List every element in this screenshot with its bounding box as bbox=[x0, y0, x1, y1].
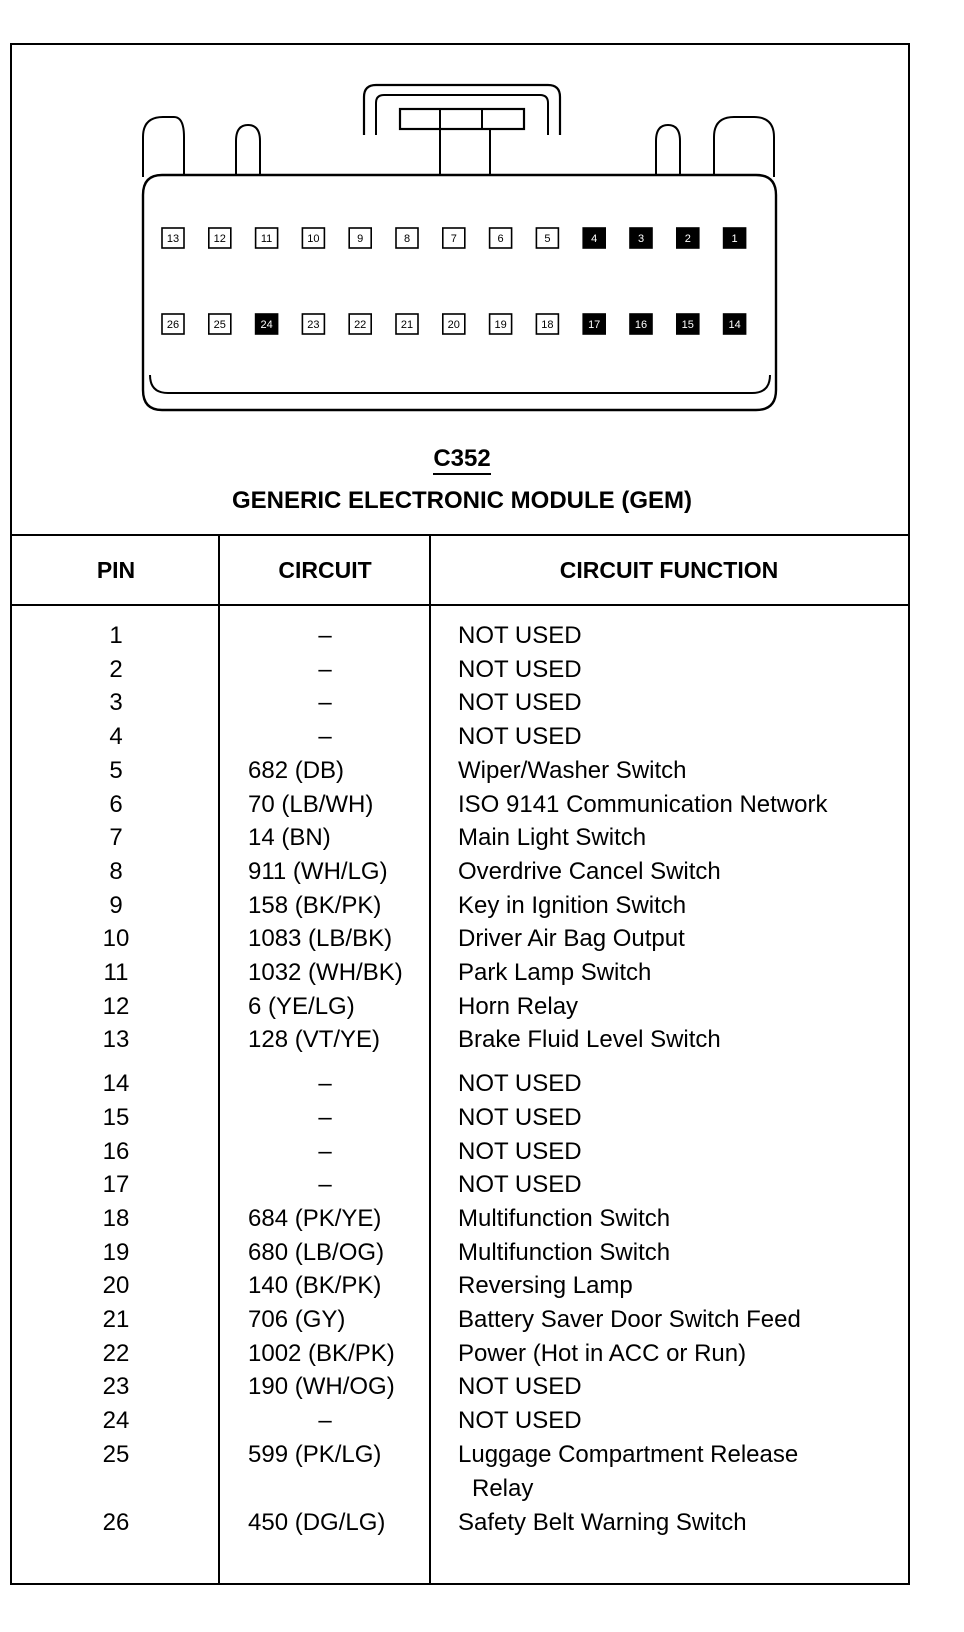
circuit-cell: – bbox=[318, 1137, 332, 1165]
pin-cell: 20 bbox=[102, 1272, 130, 1300]
function-text: ISO 9141 Communication Network bbox=[458, 790, 828, 818]
pin-number: 7 bbox=[450, 233, 457, 245]
function-cell bbox=[458, 1202, 898, 1236]
function-cell bbox=[458, 1370, 898, 1404]
pin-cell: 13 bbox=[102, 1026, 130, 1054]
pin-number: 19 bbox=[494, 319, 507, 331]
circuit-cell: – bbox=[318, 1070, 332, 1098]
pin-cell: 25 bbox=[102, 1440, 130, 1468]
function-text: Battery Saver Door Switch Feed bbox=[458, 1306, 801, 1333]
function-cell bbox=[458, 1506, 898, 1540]
function-cell bbox=[458, 1269, 898, 1303]
header-pin: PIN bbox=[96, 557, 136, 583]
pin-number: 23 bbox=[307, 319, 320, 331]
circuit-cell: 14 (BN) bbox=[248, 824, 331, 852]
pin-number: 6 bbox=[497, 233, 504, 245]
circuit-cell: 6 (YE/LG) bbox=[248, 992, 355, 1020]
function-text: NOT USED bbox=[458, 1373, 582, 1401]
header-circuit: CIRCUIT bbox=[278, 557, 372, 583]
pin-cell: 5 bbox=[109, 756, 123, 784]
function-text: NOT USED bbox=[458, 1137, 582, 1165]
pin-cavity-1 bbox=[724, 228, 746, 248]
pin-cavity-11 bbox=[256, 228, 278, 248]
function-cell bbox=[458, 653, 898, 687]
pin-cell: 24 bbox=[102, 1407, 130, 1435]
pin-cell: 4 bbox=[109, 723, 123, 751]
circuit-cell: 682 (DB) bbox=[248, 756, 345, 784]
function-text: Park Lamp Switch bbox=[458, 959, 652, 986]
pin-cavity-21 bbox=[396, 314, 418, 334]
pin-cavity-20 bbox=[443, 314, 465, 334]
pin-cavity-4 bbox=[583, 228, 605, 248]
function-text-continued: Relay bbox=[472, 1474, 534, 1502]
pin-cavity-3 bbox=[630, 228, 652, 248]
circuit-cell: 706 (GY) bbox=[248, 1306, 346, 1333]
function-text: Wiper/Washer Switch bbox=[458, 756, 687, 784]
pin-cavity-9 bbox=[349, 228, 371, 248]
function-cell bbox=[458, 720, 898, 754]
pin-cavity-2 bbox=[677, 228, 699, 248]
function-text: NOT USED bbox=[458, 655, 582, 683]
pin-number: 20 bbox=[447, 319, 460, 331]
pin-number: 18 bbox=[541, 319, 554, 331]
pin-number: 4 bbox=[591, 233, 598, 245]
pin-cell: 21 bbox=[102, 1306, 130, 1333]
circuit-cell: 911 (WH/LG) bbox=[248, 857, 388, 885]
pin-cell: 1 bbox=[109, 622, 123, 649]
pin-cell: 8 bbox=[109, 857, 123, 885]
pin-cell: 15 bbox=[102, 1103, 130, 1131]
pin-number: 10 bbox=[307, 233, 320, 245]
circuit-cell: 684 (PK/YE) bbox=[248, 1204, 382, 1232]
pin-cavity-13 bbox=[162, 228, 184, 248]
function-text: NOT USED bbox=[458, 1407, 582, 1435]
header-function: CIRCUIT FUNCTION bbox=[559, 557, 779, 583]
function-cell bbox=[458, 619, 898, 653]
function-text: Reversing Lamp bbox=[458, 1272, 633, 1300]
function-cell bbox=[458, 821, 898, 855]
circuit-cell: 1083 (LB/BK) bbox=[248, 925, 393, 953]
circuit-cell: 128 (VT/YE) bbox=[248, 1026, 381, 1054]
function-text: Driver Air Bag Output bbox=[458, 925, 685, 953]
circuit-cell: 599 (PK/LG) bbox=[248, 1440, 382, 1468]
function-text: Luggage Compartment Release bbox=[458, 1440, 799, 1468]
pinout-table bbox=[12, 534, 908, 606]
pin-number: 24 bbox=[260, 319, 273, 331]
connector-diagram bbox=[12, 45, 912, 580]
pin-number: 11 bbox=[260, 233, 273, 245]
function-text: Power (Hot in ACC or Run) bbox=[458, 1339, 747, 1367]
circuit-cell: – bbox=[318, 723, 332, 751]
function-text: Overdrive Cancel Switch bbox=[458, 857, 721, 885]
pin-number: 1 bbox=[731, 233, 738, 245]
pin-number: 12 bbox=[213, 233, 226, 245]
function-cell bbox=[458, 1438, 898, 1506]
pin-cavity-12 bbox=[209, 228, 231, 248]
function-cell bbox=[458, 1067, 898, 1101]
function-cell bbox=[458, 855, 898, 889]
pin-cell: 23 bbox=[102, 1373, 130, 1401]
pin-number: 25 bbox=[213, 319, 226, 331]
pin-cell: 11 bbox=[103, 959, 129, 986]
circuit-cell: 1002 (BK/PK) bbox=[248, 1339, 395, 1367]
pin-cavity-22 bbox=[349, 314, 371, 334]
circuit-cell: – bbox=[318, 1407, 332, 1435]
circuit-cell: 140 (BK/PK) bbox=[248, 1272, 382, 1300]
pin-cell: 12 bbox=[102, 992, 130, 1020]
pin-number: 21 bbox=[400, 319, 414, 331]
pin-number: 26 bbox=[166, 319, 180, 331]
function-text: Safety Belt Warning Switch bbox=[458, 1508, 747, 1536]
function-text: Key in Ignition Switch bbox=[458, 891, 687, 919]
pin-cell: 9 bbox=[109, 891, 123, 919]
function-text: NOT USED bbox=[458, 1070, 582, 1098]
function-cell bbox=[458, 1135, 898, 1169]
pin-cell: 14 bbox=[102, 1070, 130, 1098]
connector-sheet bbox=[10, 43, 910, 1585]
pin-cell: 10 bbox=[102, 925, 130, 953]
pin-cavity-7 bbox=[443, 228, 465, 248]
pin-cell: 22 bbox=[102, 1339, 130, 1367]
function-cell bbox=[458, 1023, 898, 1057]
pin-cell: 17 bbox=[102, 1171, 130, 1199]
connector-name: GENERIC ELECTRONIC MODULE (GEM) bbox=[232, 487, 692, 514]
pin-number: 2 bbox=[684, 233, 691, 245]
function-text: NOT USED bbox=[458, 689, 582, 717]
function-cell bbox=[458, 889, 898, 923]
pin-cell: 26 bbox=[102, 1508, 130, 1536]
pin-number: 9 bbox=[357, 233, 364, 245]
pin-cavity-6 bbox=[490, 228, 512, 248]
pin-number: 13 bbox=[166, 233, 180, 245]
function-cell bbox=[458, 990, 898, 1024]
pin-cavity-10 bbox=[302, 228, 324, 248]
circuit-cell: – bbox=[318, 689, 332, 717]
function-text: Main Light Switch bbox=[458, 824, 647, 852]
function-cell bbox=[458, 754, 898, 788]
pin-cell: 18 bbox=[102, 1204, 130, 1232]
pin-cavity-17 bbox=[583, 314, 605, 334]
function-text: NOT USED bbox=[458, 622, 582, 649]
function-cell bbox=[458, 1337, 898, 1371]
pin-cavity-16 bbox=[630, 314, 652, 334]
pin-cell: 3 bbox=[109, 689, 123, 717]
connector-drawing bbox=[12, 45, 912, 445]
function-text: NOT USED bbox=[458, 723, 582, 751]
circuit-cell: – bbox=[318, 655, 332, 683]
function-cell bbox=[458, 788, 898, 822]
pin-cavity-8 bbox=[396, 228, 418, 248]
pin-number: 3 bbox=[637, 233, 645, 245]
function-cell bbox=[458, 1101, 898, 1135]
circuit-cell: – bbox=[318, 1171, 332, 1199]
pin-cavity-19 bbox=[490, 314, 512, 334]
function-text: NOT USED bbox=[458, 1171, 582, 1199]
table-header bbox=[12, 534, 908, 606]
pin-cavity-23 bbox=[302, 314, 324, 334]
function-text: Multifunction Switch bbox=[458, 1238, 671, 1266]
function-cell bbox=[458, 1168, 898, 1202]
pin-cavity-25 bbox=[209, 314, 231, 334]
function-cell bbox=[458, 1404, 898, 1438]
pin-cell: 7 bbox=[109, 824, 123, 852]
function-cell bbox=[458, 686, 898, 720]
pin-number: 5 bbox=[544, 233, 551, 245]
function-cell bbox=[458, 956, 898, 990]
circuit-cell: – bbox=[318, 1103, 332, 1131]
pin-cavity-18 bbox=[536, 314, 558, 334]
pin-cavity-15 bbox=[677, 314, 699, 334]
function-text: Horn Relay bbox=[458, 992, 579, 1020]
function-text: Brake Fluid Level Switch bbox=[458, 1026, 721, 1054]
pin-number: 14 bbox=[728, 319, 741, 331]
pin-number: 16 bbox=[634, 319, 648, 331]
pin-number: 8 bbox=[403, 233, 411, 245]
pin-number: 17 bbox=[588, 319, 601, 331]
circuit-cell: 680 (LB/OG) bbox=[248, 1238, 385, 1266]
pin-cell: 19 bbox=[102, 1238, 130, 1266]
function-cell bbox=[458, 1303, 898, 1337]
function-cell bbox=[458, 1236, 898, 1270]
function-cell bbox=[458, 922, 898, 956]
pin-number: 15 bbox=[681, 319, 694, 331]
pin-cell: 6 bbox=[109, 790, 123, 818]
circuit-cell: 1032 (WH/BK) bbox=[248, 959, 403, 986]
function-text: NOT USED bbox=[458, 1103, 582, 1131]
pin-cavity-14 bbox=[724, 314, 746, 334]
pin-cavity-5 bbox=[536, 228, 558, 248]
pin-cell: 2 bbox=[109, 655, 123, 683]
circuit-cell: – bbox=[318, 622, 332, 649]
pin-cavity-24 bbox=[256, 314, 278, 334]
circuit-cell: 450 (DG/LG) bbox=[248, 1508, 386, 1536]
function-text: Multifunction Switch bbox=[458, 1204, 671, 1232]
connector-id: C352 bbox=[12, 445, 912, 473]
circuit-cell: 190 (WH/OG) bbox=[248, 1373, 395, 1401]
circuit-cell: 70 (LB/WH) bbox=[248, 790, 374, 818]
pin-number: 22 bbox=[354, 319, 367, 331]
pin-cell: 16 bbox=[102, 1137, 130, 1165]
pin-cavity-26 bbox=[162, 314, 184, 334]
circuit-cell: 158 (BK/PK) bbox=[248, 891, 382, 919]
